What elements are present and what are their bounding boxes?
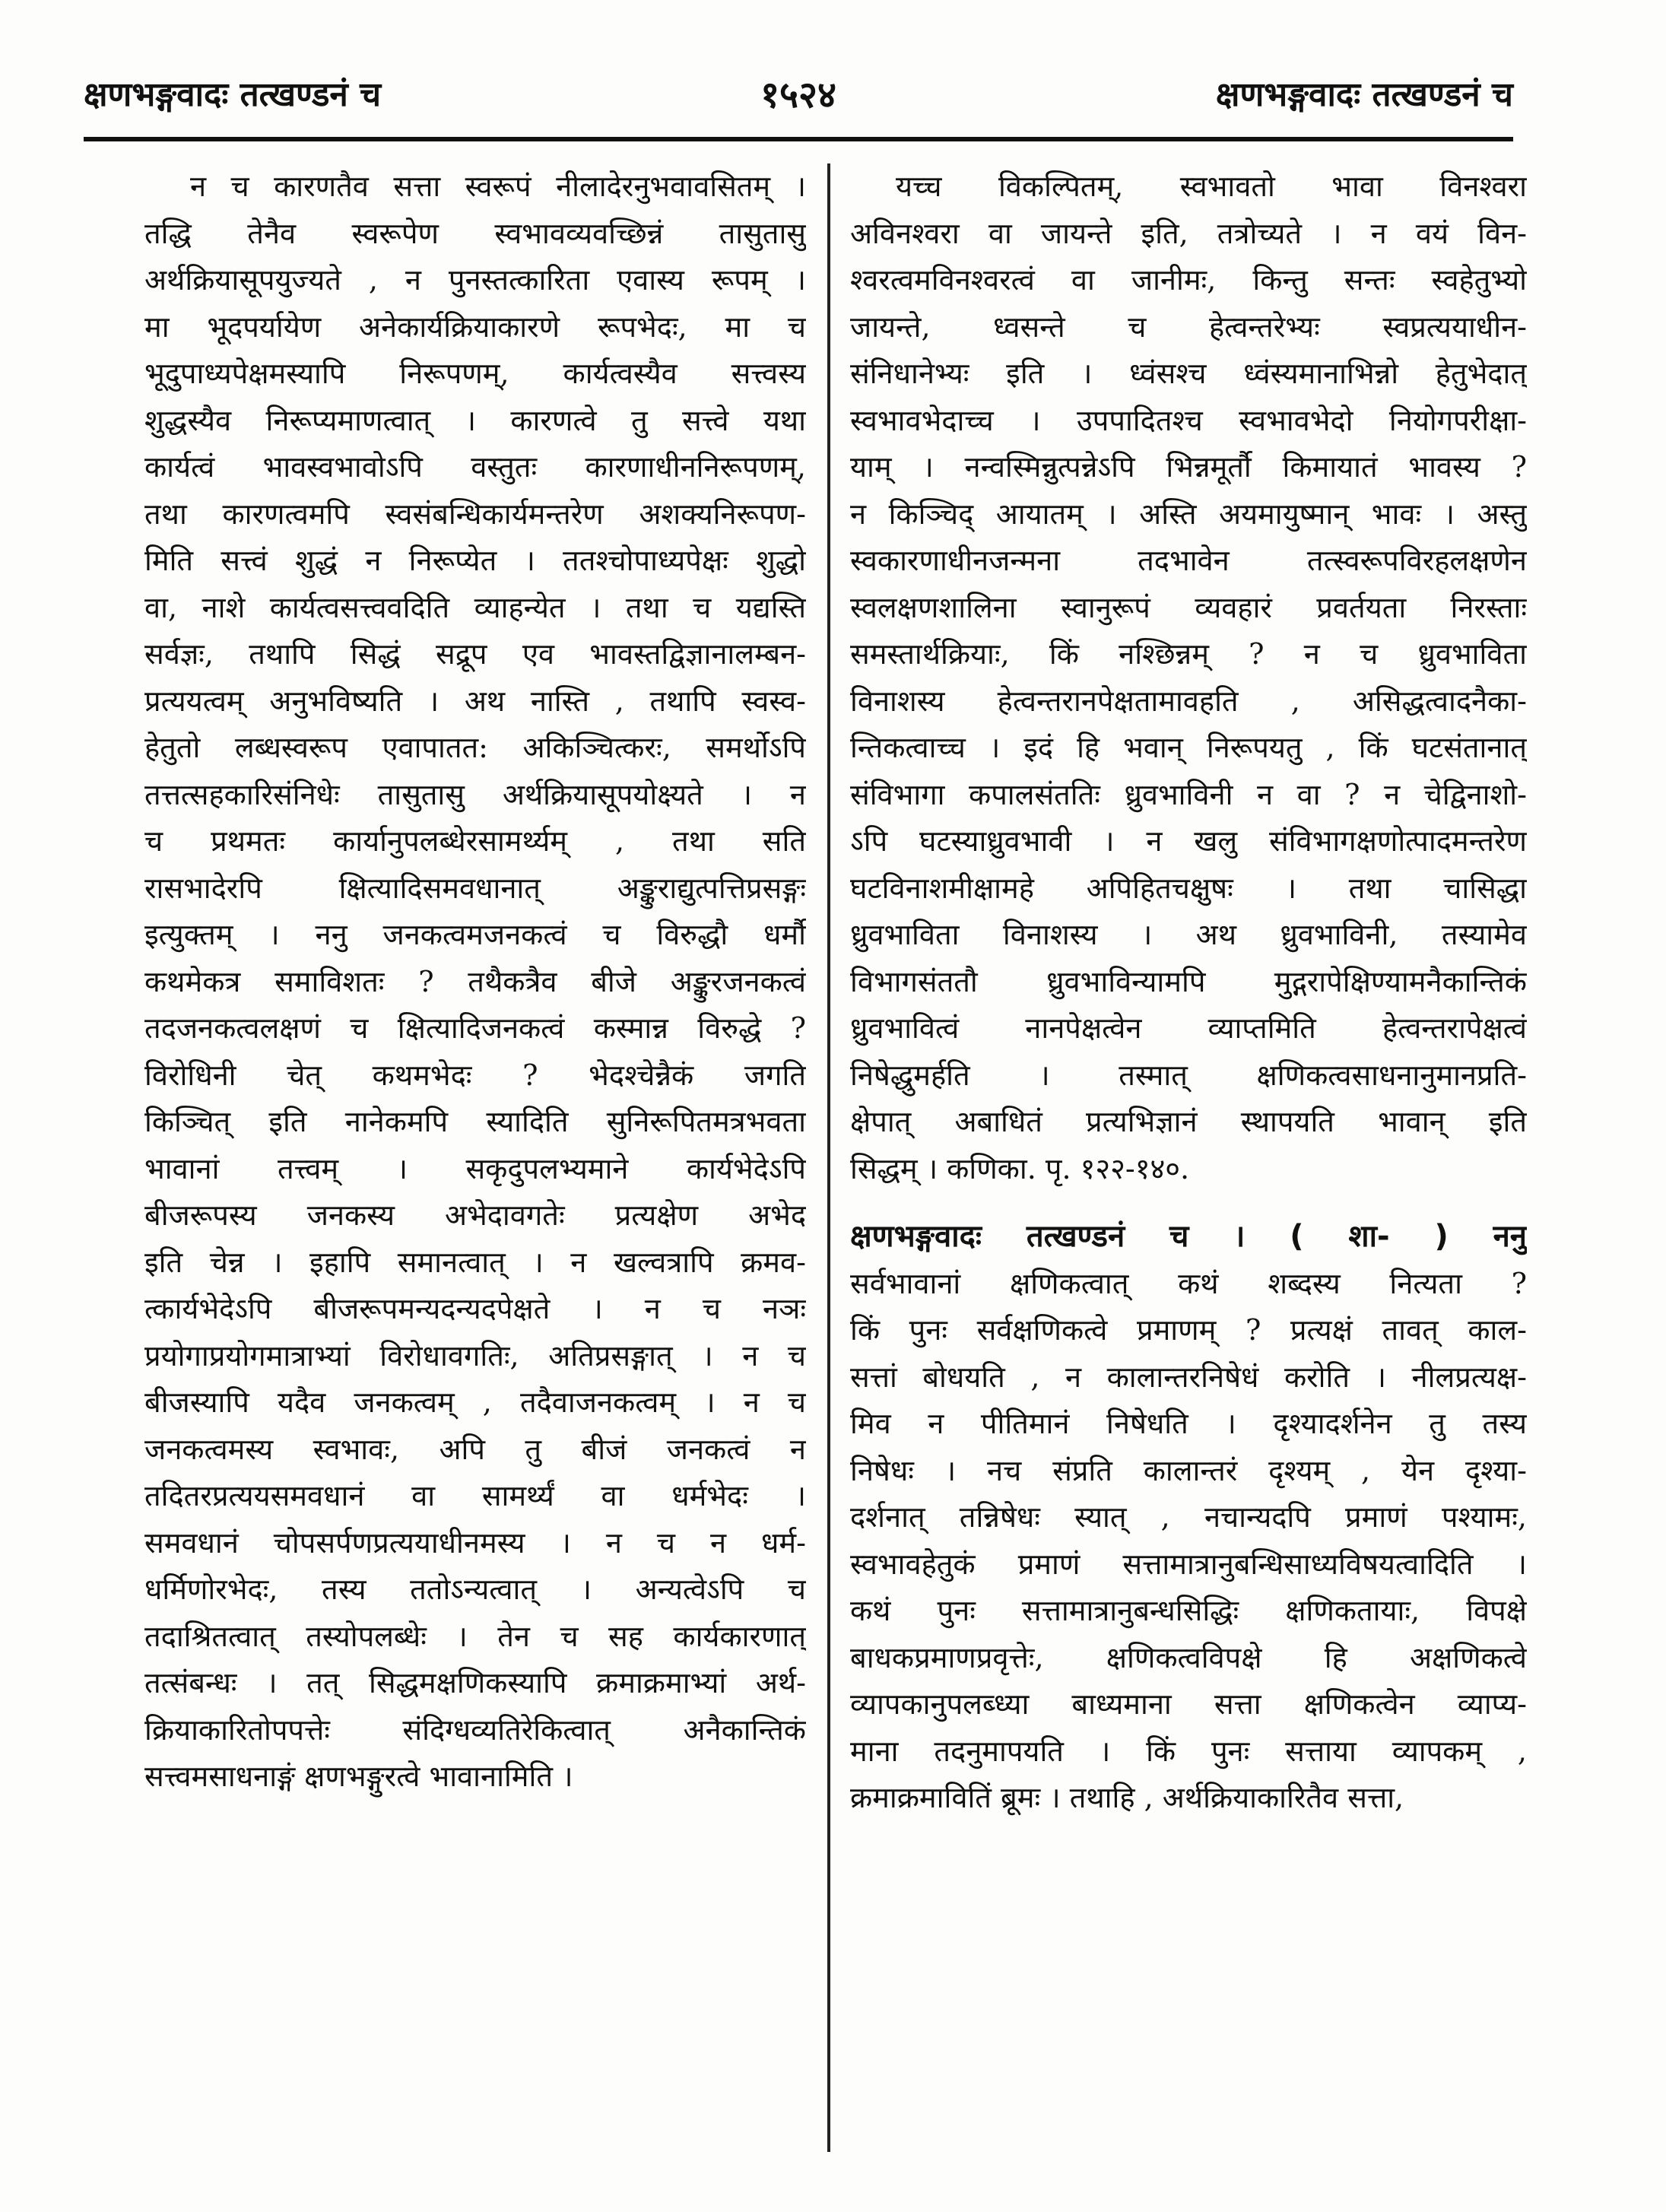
text-line: कथमेकत्र समाविशतः ? तथैकत्रैव बीजे अङ्कुरजनकत्वं bbox=[144, 964, 806, 998]
text-line: सर्वज्ञः, तथापि सिद्धं सद्रूप एव भावस्तद्विज्ञानालम्बन- bbox=[144, 637, 806, 671]
text-line: भूदुपाध्यपेक्षमस्यापि निरूपणम्, कार्यत्वस्यैव सत्त्वस्य bbox=[144, 357, 806, 390]
text-line: अर्थक्रियासूपयुज्यते , न पुनस्तत्कारिता एवास्य रूपम् । bbox=[144, 263, 806, 297]
text-line: किञ्चित् इति नानेकमपि स्यादिति सुनिरूपितमत्रभवता bbox=[144, 1105, 806, 1138]
text-line: क्षेपात् अबाधितं प्रत्यभिज्ञानं स्थापयति भावान् इति bbox=[850, 1105, 1527, 1138]
text-line: त्कार्यभेदेऽपि बीजरूपमन्यदन्यदपेक्षते । न च नञः bbox=[144, 1292, 806, 1325]
text-line: ऽपि घटस्याध्रुवभावी । न खलु संविभागक्षणोत्पादमन्तरेण bbox=[850, 824, 1527, 858]
text-line: कार्यत्वं भावस्वभावोऽपि वस्तुतः कारणाधीननिरूपणम्, bbox=[144, 450, 806, 484]
text-line: वा, नाशे कार्यत्वसत्त्ववदिति व्याहन्येत । तथा च यद्यस्ति bbox=[144, 590, 806, 624]
text-line: च प्रथमतः कार्यानुपलब्धेरसामर्थ्यम् , तथा सति bbox=[144, 824, 806, 858]
text-line: स्वकारणाधीनजन्मना तदभावेन तत्स्वरूपविरहलक्षणेन bbox=[850, 544, 1527, 577]
text-line: प्रत्ययत्वम् अनुभविष्यति । अथ नास्ति , तथापि स्वस्व- bbox=[144, 684, 806, 718]
text-line: स्वभावभेदाच्च । उपपादितश्च स्वभावभेदो नियोगपरीक्षा- bbox=[850, 403, 1527, 437]
text-line: धर्मिणोरभेदः, तस्य ततोऽन्यत्वात् । अन्यत्वेऽपि च bbox=[144, 1573, 806, 1606]
text-line: बाधकप्रमाणप्रवृत्तेः, क्षणिकत्वविपक्षे हि अक्षणिकत्वे bbox=[850, 1640, 1527, 1674]
text-line: इत्युक्तम् । ननु जनकत्वमजनकत्वं च विरुद्धौ धर्मौ bbox=[144, 918, 806, 951]
text-line: ध्रुवभावित्वं नानपेक्षत्वेन व्याप्तमिति हेत्वन्तरापेक्षत्वं bbox=[850, 1011, 1527, 1045]
text-line: संविभागा कपालसंततिः ध्रुवभाविनी न वा ? न चेद्विनाशो- bbox=[850, 777, 1527, 811]
text-line: शुद्धस्यैव निरूप्यमाणत्वात् । कारणत्वे तु सत्त्वे यथा bbox=[144, 403, 806, 437]
text-line: इति चेन्न । इहापि समानत्वात् । न खल्वत्रापि क्रमव- bbox=[144, 1245, 806, 1279]
header-right-title: क्षणभङ्गवादः तत्खण्डनं च bbox=[1215, 75, 1513, 114]
text-line: विभागसंततौ ध्रुवभाविन्यामपि मुद्गरापेक्षिण्यामनैकान्तिकं bbox=[850, 964, 1527, 998]
text-line: याम् । नन्वस्मिन्नुत्पन्नेऽपि भिन्नमूर्तौ किमायातं भावस्य ? bbox=[850, 450, 1527, 484]
left-text-column bbox=[144, 163, 806, 1801]
text-line: भावानां तत्त्वम् । सकृदुपलभ्यमाने कार्यभेदेऽपि bbox=[144, 1151, 806, 1185]
text-line: न्तिकत्वाच्च । इदं हि भवान् निरूपयतु , किं घटसंतानात् bbox=[850, 731, 1527, 764]
text-line: सिद्धम् । कणिका. पृ. १२२-१४०. bbox=[850, 1151, 1190, 1185]
text-line: तद्धि तेनैव स्वरूपेण स्वभावव्यवच्छिन्नं तासुतासु bbox=[144, 216, 806, 250]
text-line: व्यापकानुपलब्ध्या बाध्यमाना सत्ता क्षणिकत्वेन व्याप्य- bbox=[850, 1687, 1527, 1721]
text-line: जनकत्वमस्य स्वभावः, अपि तु बीजं जनकत्वं न bbox=[144, 1432, 806, 1466]
text-line: विनाशस्य हेत्वन्तरानपेक्षतामावहति , असिद्धत्वादनैका- bbox=[850, 684, 1527, 718]
text-line: दर्शनात् तन्निषेधः स्यात् , नचान्यदपि प्रमाणं पश्यामः, bbox=[850, 1500, 1527, 1534]
text-line: अविनश्वरा वा जायन्ते इति, तत्रोच्यते । न वयं विन- bbox=[850, 216, 1527, 250]
column-divider bbox=[827, 163, 830, 2152]
text-line: समस्तार्थक्रियाः, किं नश्छिन्नम् ? न च ध्रुवभाविता bbox=[850, 637, 1527, 671]
header-rule bbox=[84, 137, 1513, 141]
text-line: माना तदनुमापयति । किं पुनः सत्ताया व्यापकम् , bbox=[850, 1734, 1527, 1768]
text-line: तत्तत्सहकारिसंनिधेः तासुतासु अर्थक्रियासूपयोक्ष्यते । न bbox=[144, 777, 806, 811]
text-line: यच्च विकल्पितम्, स्वभावतो भावा विनश्वरा bbox=[896, 170, 1527, 203]
text-line: बीजस्यापि यदैव जनकत्वम् , तदैवाजनकत्वम् । न च bbox=[144, 1385, 806, 1419]
text-line: तत्संबन्धः । तत् सिद्धमक्षणिकस्यापि क्रमाक्रमाभ्यां अर्थ- bbox=[144, 1666, 806, 1699]
text-line: जायन्ते, ध्वसन्ते च हेत्वन्तरेभ्यः स्वप्रत्ययाधीन- bbox=[850, 309, 1527, 344]
text-line: मिव न पीतिमानं निषेधति । दृश्यादर्शनेन तु तस्य bbox=[850, 1407, 1527, 1440]
section-gap bbox=[850, 1192, 1527, 1214]
text-line: सत्त्वमसाधनाङ्गं क्षणभङ्गुरत्वे भावानामिति । bbox=[144, 1760, 573, 1793]
text-line: क्रियाकारितोपपत्तेः संदिग्धव्यतिरेकित्वात् अनैकान्तिकं bbox=[144, 1712, 806, 1747]
text-line: क्रमाक्रमावितिं ब्रूमः । तथाहि , अर्थक्रियाकारितैव सत्ता, bbox=[850, 1781, 1404, 1814]
running-header bbox=[84, 72, 1513, 125]
text-line: सत्तां बोधयति , न कालान्तरनिषेधं करोति । नीलप्रत्यक्ष- bbox=[850, 1360, 1527, 1394]
text-line: स्वलक्षणशालिना स्वानुरूपं व्यवहारं प्रवर्तयता निरस्ताः bbox=[850, 590, 1527, 624]
text-line: हेतुतो लब्धस्वरूप एवापातत: अकिञ्चित्करः, समर्थोऽपि bbox=[144, 731, 806, 764]
text-line: संनिधानेभ्यः इति । ध्वंसश्च ध्वंस्यमानाभिन्नो हेतुभेदात् bbox=[850, 357, 1527, 390]
text-line: तदितरप्रत्ययसमवधानं वा सामर्थ्यं वा धर्मभेदः । bbox=[144, 1479, 806, 1512]
text-line: प्रयोगाप्रयोगमात्राभ्यां विरोधावगतिः, अतिप्रसङ्गात् । न च bbox=[144, 1338, 806, 1373]
text-line: मा भूदपर्यायेण अनेकार्यक्रियाकारणे रूपभेदः, मा च bbox=[144, 309, 806, 344]
text-line: तदजनकत्वलक्षणं च क्षित्यादिजनकत्वं कस्मान्न विरुद्धे ? bbox=[144, 1011, 806, 1045]
text-line: रासभादेरपि क्षित्यादिसमवधानात् अङ्कुराद्युत्पत्तिप्रसङ्गः bbox=[144, 871, 806, 905]
text-line: सर्वभावानां क्षणिकत्वात् कथं शब्दस्य नित्यता ? bbox=[850, 1266, 1527, 1300]
text-line: बीजरूपस्य जनकस्य अभेदावगतेः प्रत्यक्षेण अभेद bbox=[144, 1198, 806, 1232]
right-section-2 bbox=[850, 1261, 1527, 1822]
text-line: ध्रुवभाविता विनाशस्य । अथ ध्रुवभाविनी, तस्यामेव bbox=[850, 918, 1527, 951]
text-line: स्वभावहेतुकं प्रमाणं सत्तामात्रानुबन्धिसाध्यविषयत्वादिति । bbox=[850, 1547, 1527, 1581]
text-line: किं पुनः सर्वक्षणिकत्वे प्रमाणम् ? प्रत्यक्षं तावत् काल- bbox=[850, 1313, 1527, 1347]
header-left-title: क्षणभङ्गवादः तत्खण्डनं च bbox=[84, 75, 382, 114]
text-line: निषेद्धुमर्हति । तस्मात् क्षणिकत्वसाधनानुमानप्रति- bbox=[850, 1058, 1527, 1092]
text-line: निषेधः । नच संप्रति कालान्तरं दृश्यम् , येन दृश्या- bbox=[850, 1453, 1527, 1487]
page-number: १५२४ bbox=[760, 74, 836, 116]
text-line: न किञ्चिद् आयातम् । अस्ति अयमायुष्मान् भावः । अस्तु bbox=[850, 497, 1527, 531]
text-line: न च कारणतैव सत्ता स्वरूपं नीलादेरनुभवावसितम् । bbox=[190, 170, 806, 203]
right-text-column bbox=[850, 163, 1527, 1822]
text-line: श्वरत्वमविनश्वरत्वं वा जानीमः, किन्तु सन्तः स्वहेतुभ्यो bbox=[850, 263, 1527, 297]
text-line: विरोधिनी चेत् कथमभेदः ? भेदश्चेन्नैकं जगति bbox=[144, 1058, 806, 1092]
text-line: समवधानं चोपसर्पणप्रत्ययाधीनमस्य । न च न धर्म- bbox=[144, 1525, 806, 1560]
text-line: घटविनाशमीक्षामहे अपिहितचक्षुषः । तथा चासिद्धा bbox=[850, 871, 1527, 905]
text-line: तदाश्रितत्वात् तस्योपलब्धेः । तेन च सह कार्यकारणात् bbox=[144, 1619, 806, 1653]
section-heading: क्षणभङ्गवादः तत्खण्डनं च । ( शा- ) ननु bbox=[850, 1219, 1527, 1254]
right-section-1 bbox=[850, 163, 1527, 1192]
text-line: कथं पुनः सत्तामात्रानुबन्धसिद्धिः क्षणिकतायाः, विपक्षे bbox=[850, 1594, 1527, 1627]
text-line: मिति सत्त्वं शुद्धं न निरूप्येत । ततश्चोपाध्यपेक्षः शुद्धो bbox=[144, 544, 806, 577]
text-line: तथा कारणत्वमपि स्वसंबन्धिकार्यमन्तरेण अशक्यनिरूपण- bbox=[144, 497, 806, 531]
